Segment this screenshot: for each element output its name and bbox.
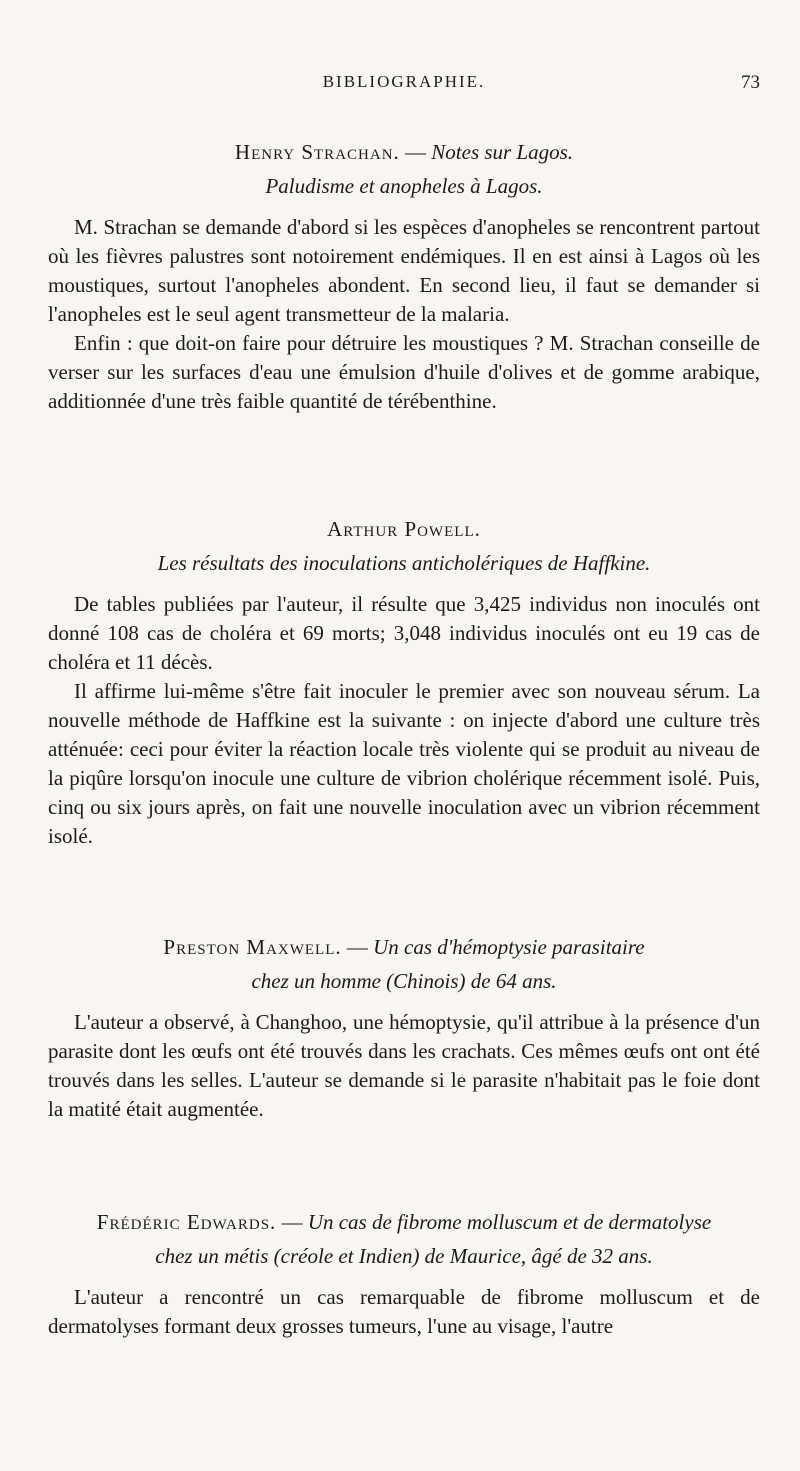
entry-body bbox=[48, 213, 760, 416]
entry-title: Un cas d'hémoptysie parasitaire bbox=[373, 935, 645, 959]
running-header bbox=[48, 72, 760, 100]
entry-author: Henry Strachan. bbox=[234, 140, 400, 164]
running-title: BIBLIOGRAPHIE. bbox=[322, 72, 486, 91]
entry-heading bbox=[48, 1205, 760, 1273]
entry-body bbox=[48, 1008, 760, 1124]
heading-line-1 bbox=[48, 1205, 760, 1239]
paragraph: L'auteur a observé, à Changhoo, une hémoptysie, qu'il attribue à la présence d'un parasite dont les œufs ont été trouvés dans les crachats. Ces mêmes œufs ont ont été trouvés dans les selles. L'auteur se demande si le parasite n'habitait pas le foie dont la matité était augmentée. bbox=[48, 1010, 760, 1121]
entry-heading bbox=[48, 512, 760, 580]
paragraph: Il affirme lui-même s'être fait inoculer le premier avec son nouveau sérum. La nouvelle méthode de Haffkine est la suivante : on injecte d'abord une culture très atténuée: ceci pour éviter la réaction locale très violente qui se produit au niveau de la piqûre lorsqu'on inocule une culture de vibrion cholérique récemment isolé. Puis, cinq ou six jours après, on fait une nouvelle inoculation avec un vibrion récemment isolé. bbox=[48, 679, 760, 848]
entry-author: Frédéric Edwards. bbox=[96, 1210, 277, 1234]
paragraph: Enfin : que doit-on faire pour détruire les moustiques ? M. Strachan conseille de verser sur les surfaces d'eau une émulsion d'huile d'olives et de gomme arabique, additionnée d'une très faible quantité de térébenthine. bbox=[48, 331, 760, 413]
heading-dash: — bbox=[341, 935, 374, 959]
page-number: 73 bbox=[741, 72, 760, 93]
entry-author: Arthur Powell. bbox=[327, 517, 481, 541]
heading-dash: — bbox=[276, 1210, 308, 1234]
paragraph: De tables publiées par l'auteur, il résulte que 3,425 individus non inoculés ont donné 108 cas de choléra et 69 morts; 3,048 individus inoculés ont eu 19 cas de choléra et 11 décès. bbox=[48, 592, 760, 674]
entry-subtitle: Paludisme et anopheles à Lagos. bbox=[265, 174, 543, 198]
entry-maxwell bbox=[48, 930, 760, 1124]
entry-author: Preston Maxwell. bbox=[163, 935, 342, 959]
entry-edwards bbox=[48, 1205, 760, 1341]
heading-dash: — bbox=[399, 140, 432, 164]
heading-line-1 bbox=[48, 135, 760, 169]
entry-body bbox=[48, 590, 760, 851]
entry-title: Les résultats des inoculations anticholériques de Haffkine. bbox=[157, 551, 651, 575]
entry-strachan bbox=[48, 135, 760, 416]
entry-subtitle: chez un métis (créole et Indien) de Maurice, âgé de 32 ans. bbox=[155, 1244, 653, 1268]
entry-powell bbox=[48, 512, 760, 851]
entry-heading bbox=[48, 135, 760, 203]
entry-title: Un cas de fibrome molluscum et de dermatolyse bbox=[307, 1210, 712, 1234]
paragraph: L'auteur a rencontré un cas remarquable de fibrome molluscum et de dermatolyses formant deux grosses tumeurs, l'une au visage, l'autre bbox=[48, 1285, 760, 1338]
entry-body bbox=[48, 1283, 760, 1341]
entry-subtitle: chez un homme (Chinois) de 64 ans. bbox=[251, 969, 557, 993]
paragraph: M. Strachan se demande d'abord si les espèces d'anopheles se rencontrent partout où les fièvres palustres sont notoirement endémiques. Il en est ainsi à Lagos où les moustiques, surtout l'anopheles abondent. En second lieu, il faut se demander si l'anopheles est le seul agent transmetteur de la malaria. bbox=[48, 215, 760, 326]
entry-heading bbox=[48, 930, 760, 998]
heading-line-1 bbox=[48, 930, 760, 964]
entry-title: Notes sur Lagos. bbox=[431, 140, 574, 164]
